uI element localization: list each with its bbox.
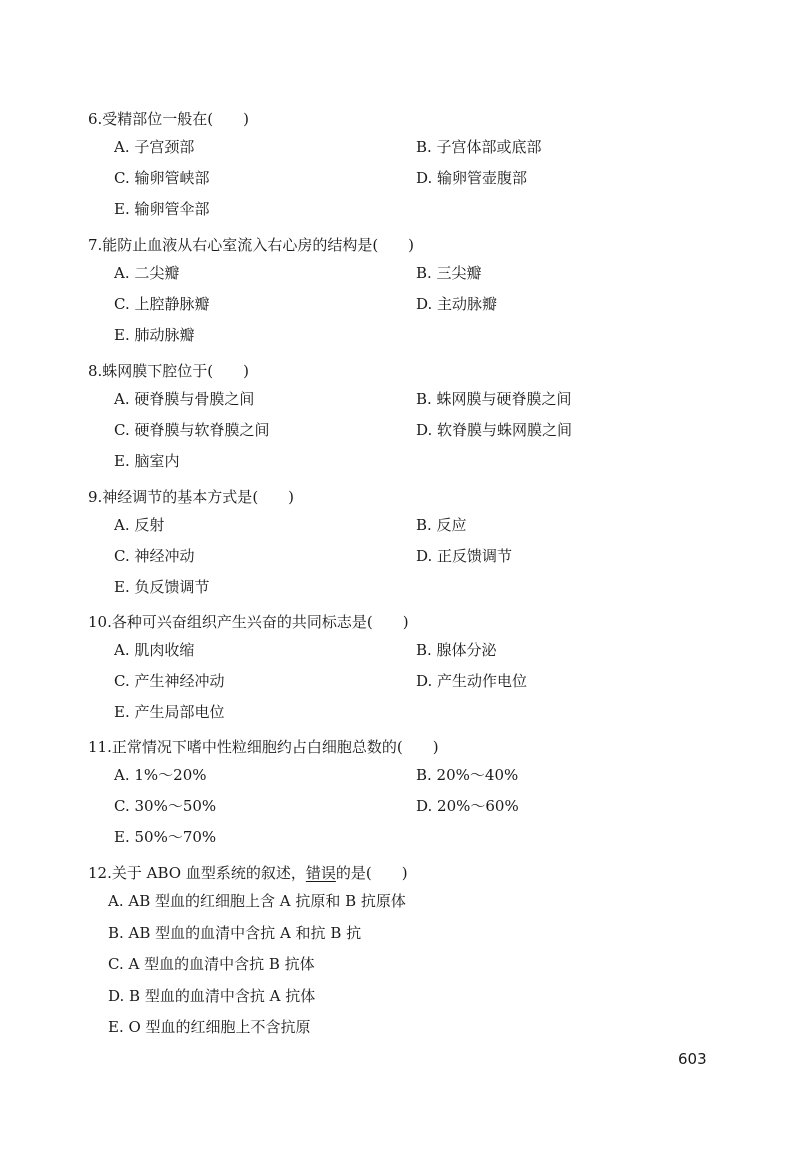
stem-text: 的是( ) — [335, 864, 408, 882]
option-list — [88, 758, 768, 851]
option-e: E. 脑室内 — [114, 452, 180, 470]
option-b: B. 三尖瓣 — [416, 264, 482, 282]
option-d: D. 产生动作电位 — [416, 672, 528, 690]
option-a: A. 硬脊膜与骨膜之间 — [114, 390, 255, 408]
option-d: D. 输卵管壶腹部 — [416, 169, 528, 187]
question-stem: 11.正常情况下嗜中性粒细胞约占白细胞总数的( ) — [88, 738, 439, 756]
question-stem: 10.各种可兴奋组织产生兴奋的共同标志是( ) — [88, 613, 409, 631]
option-list — [88, 508, 768, 601]
option-e: E. 产生局部电位 — [114, 703, 225, 721]
option-e: E. 负反馈调节 — [114, 578, 210, 596]
option-c: C. 输卵管峡部 — [114, 169, 210, 187]
question-stem: 8.蛛网膜下腔位于( ) — [88, 362, 250, 380]
option-d: D. 软脊膜与蛛网膜之间 — [416, 421, 573, 439]
option-e: E. 肺动脉瓣 — [114, 326, 195, 344]
option-b: B. 反应 — [416, 516, 467, 534]
question-12 — [88, 862, 768, 1042]
question-7 — [88, 234, 768, 349]
stem-text: 12.关于 ABO 血型系统的叙述， — [88, 864, 306, 882]
option-a: A. 二尖瓣 — [114, 264, 180, 282]
question-11 — [88, 736, 768, 851]
option-a: A. 反射 — [114, 516, 165, 534]
question-stem: 7.能防止血液从右心室流入右心房的结构是( ) — [88, 236, 415, 254]
option-c: C. 产生神经冲动 — [114, 672, 225, 690]
option-d: D. 20%～60% — [416, 797, 519, 815]
option-c: C. 神经冲动 — [114, 547, 195, 565]
option-e: E. O 型血的红细胞上不含抗原 — [108, 1018, 311, 1036]
page-number: 603 — [678, 1050, 707, 1068]
option-list — [88, 130, 768, 223]
question-9 — [88, 486, 768, 601]
option-a: A. 子宫颈部 — [114, 138, 195, 156]
option-d: D. 主动脉瓣 — [416, 295, 498, 313]
option-b: B. 子宫体部或底部 — [416, 138, 542, 156]
question-10 — [88, 611, 768, 726]
option-b: B. 20%～40% — [416, 766, 519, 784]
emphasized-word: 错误 — [305, 864, 336, 882]
option-list — [88, 382, 768, 475]
option-a: A. 肌肉收缩 — [114, 641, 195, 659]
option-d: D. B 型血的血清中含抗 A 抗体 — [108, 986, 316, 1005]
option-list — [88, 884, 768, 1042]
option-a: A. AB 型血的红细胞上含 A 抗原和 B 抗原体 — [108, 892, 406, 910]
option-b: B. AB 型血的血清中含抗 A 和抗 B 抗 — [108, 923, 362, 942]
option-list — [88, 256, 768, 349]
option-d: D. 正反馈调节 — [416, 547, 513, 565]
question-stem: 9.神经调节的基本方式是( ) — [88, 488, 295, 506]
option-c: C. 上腔静脉瓣 — [114, 295, 210, 313]
question-stem: 6.受精部位一般在( ) — [88, 110, 250, 128]
option-e: E. 输卵管伞部 — [114, 200, 210, 218]
option-c: C. A 型血的血清中含抗 B 抗体 — [108, 955, 315, 973]
option-e: E. 50%～70% — [114, 828, 217, 846]
option-c: C. 硬脊膜与软脊膜之间 — [114, 421, 270, 439]
question-6 — [88, 108, 768, 223]
option-a: A. 1%～20% — [114, 766, 207, 784]
option-list — [88, 633, 768, 726]
question-stem — [88, 862, 768, 884]
option-c: C. 30%～50% — [114, 797, 217, 815]
question-8 — [88, 360, 768, 475]
option-b: B. 蛛网膜与硬脊膜之间 — [416, 390, 572, 408]
option-b: B. 腺体分泌 — [416, 641, 497, 659]
